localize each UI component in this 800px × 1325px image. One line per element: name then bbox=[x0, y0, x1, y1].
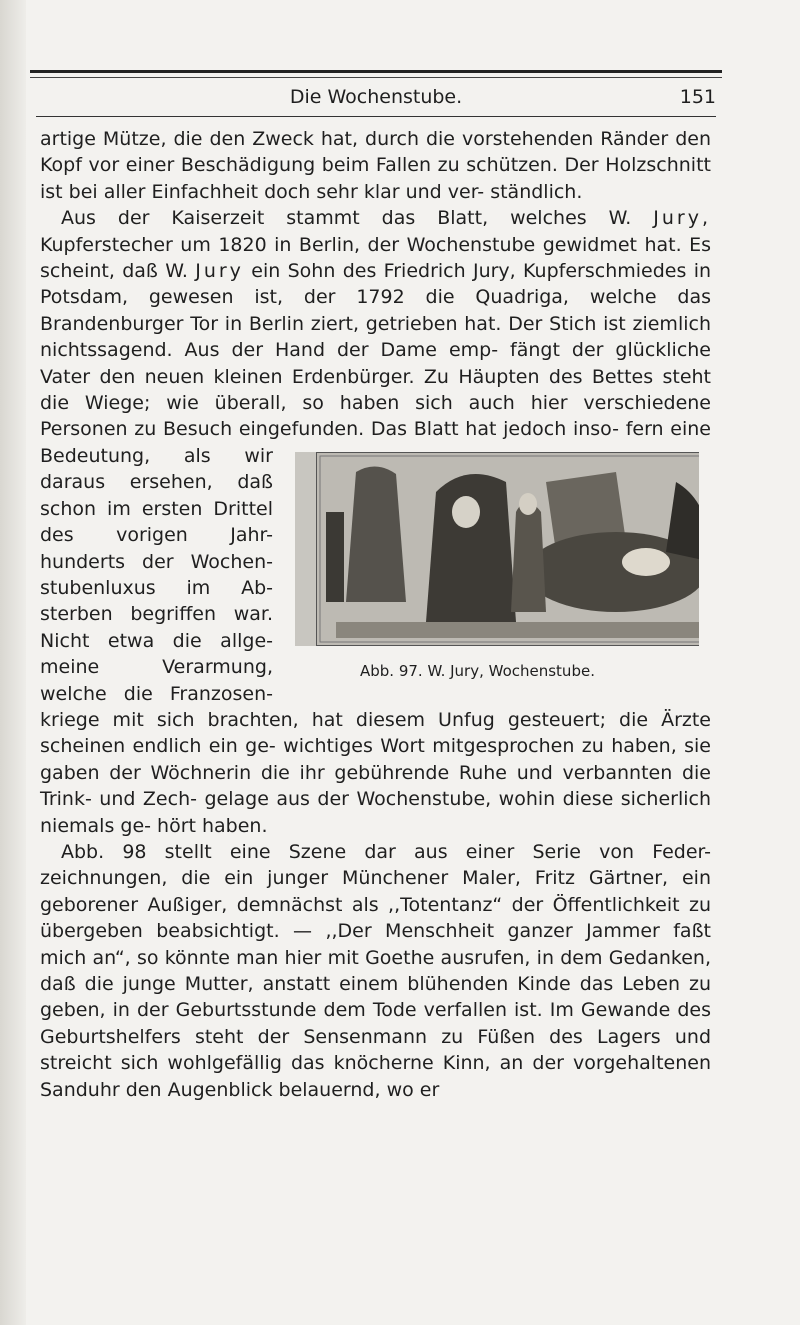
engraving-image bbox=[295, 452, 699, 646]
figure-caption: Abb. 97. W. Jury, Wochenstube. bbox=[360, 661, 595, 680]
running-head bbox=[36, 86, 716, 114]
top-rule-thin bbox=[30, 77, 722, 78]
running-title: Die Wochenstube. bbox=[289, 86, 463, 108]
spaced-name: Jury, bbox=[653, 207, 711, 230]
page-edge-shadow bbox=[0, 0, 26, 1325]
paragraph-2-part-c: ein Sohn des Friedrich Jury, Kupferschmiedes in Potsdam, gewesen ist, der 1792 die Quadriga, welche das Brandenburger Tor in Berlin ziert, getrieben hat. Der Stich ist ziemlich nichtssagend. Aus der Hand der Dame emp- fängt der glückliche Vater den neuen kleinen Erdenbürger. Zu Häupten des Bettes steht die Wiege; wie überall, so haben sich auch hier verschiedene Personen zu Besuch eingefunden. Das Abb. 97. W. Jury, Wochenstube. Blatt hat jedoch inso- fern eine Bedeutung, als wir daraus ersehen, daß schon im ersten Drittel des vorigen Jahr- hunderts der Wochen- stubenluxus im Ab- sterben begriffen war. Nicht etwa die allge- meine Verarmung, welche die Franzosen- kriege mit sich brachten, hat diesem Unfug gesteuert; die Ärzte scheinen endlich ein ge- wichtiges Wort mitgesprochen zu haben, sie gaben der Wöchnerin die ihr gebührende Ruhe und verbannten die Trink- und Zech- gelage aus der Wochenstube, wohin diese sicherlich niemals ge- hört haben. bbox=[40, 260, 711, 837]
paragraph-1: artige Mütze, die den Zweck hat, durch die vorstehenden Ränder den Kopf vor einer Beschädigung beim Fallen zu schützen. Der Holzschnitt ist bei aller Einfachheit doch sehr klar und ver- ständlich. bbox=[40, 128, 711, 203]
paragraph-2 bbox=[40, 205, 711, 839]
top-rule bbox=[30, 70, 722, 73]
engraving-illustration bbox=[316, 452, 699, 646]
spaced-name: Jury bbox=[195, 260, 244, 283]
paragraph-2-part-a: Aus der Kaiserzeit stammt das Blatt, welches W. bbox=[61, 207, 632, 230]
paragraph-3: Abb. 98 stellt eine Szene dar aus einer Serie von Feder- zeichnungen, die ein junger Münchener Maler, Fritz Gärtner, ein geborener Außiger, demnächst als ,,Totentanz“ der Öffentlichkeit zu übergeben beabsichtigt. — ,,Der Menschheit ganzer Jammer faßt mich an“, so könnte man hier mit Goethe ausrufen, in dem Gedanken, daß die junge Mutter, anstatt einem blühenden Kinde das Leben zu geben, in der Geburtsstunde dem Tode verfallen ist. Im Gewande des Geburtshelfers steht der Sensenmann zu Füßen des Lagers und streicht sich wohlgefällig das knöcherne Kinn, an der vorgehaltenen Sanduhr den Augenblick belauernd, wo er bbox=[40, 840, 711, 1101]
page-number: 151 bbox=[679, 86, 716, 108]
figure-97 bbox=[291, 452, 711, 702]
header-rule bbox=[36, 116, 716, 117]
body-text bbox=[40, 126, 711, 1103]
paragraph-2-part-b: Kupferstecher um 1820 in Berlin, der Wochenstube gewidmet hat. Es scheint, daß W. bbox=[40, 233, 711, 283]
